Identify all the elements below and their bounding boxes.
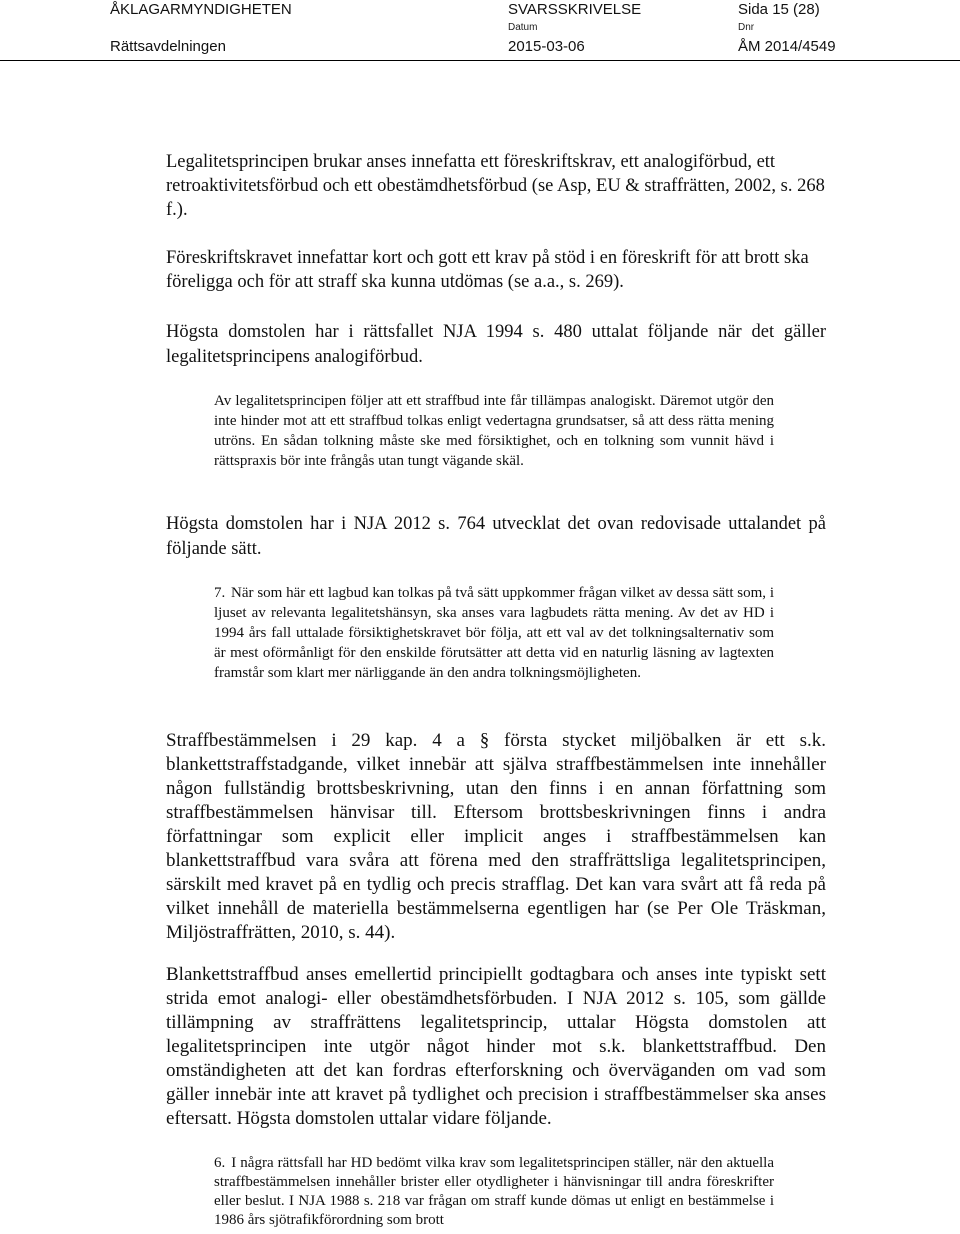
quote-3-number: 6. [214,1155,226,1171]
document-type: SVARSSKRIVELSE [508,1,642,18]
quote-2-number: 7. [214,585,226,601]
page-number: Sida 15 (28) [738,1,820,18]
quote-nja-2012-105 [214,1154,774,1230]
authority-name: ÅKLAGARMYNDIGHETEN [110,1,292,18]
paragraph-4: Högsta domstolen har i NJA 2012 s. 764 utvecklat det ovan redovisade uttalandet på följande sätt. [166,514,826,559]
department-name: Rättsavdelningen [110,38,226,55]
date-value: 2015-03-06 [508,38,585,55]
paragraph-1: Legalitetsprincipen brukar anses innefatta ett föreskriftskrav, ett analogiförbud, ett retroaktivitetsförbud och ett obestämdhetsförbud (se Asp, EU & straffrätten, 2002, s. 268 f.). [166,152,825,220]
paragraph-6: Blankettstraffbud anses emellertid principiellt godtagbara och anses inte typiskt sett strida emot analogi- eller obestämdhetsförbuden. I NJA 2012 s. 105, som gällde tillämpning av straffrättens legalitetsprincip, uttalar Högsta domstolen att legalitetsprincipen inte utgör något hinder mot s.k. blankettstraffbud. Den omständigheten att det kan fordras efterforskning och överväganden om vad som gäller innebär inte att kravet på tydlighet och precision i straffbestämmelser ska anses eftersatt. Högsta domstolen uttalar vidare följande. [166,964,826,1129]
header-rule [0,60,960,61]
date-label: Datum [508,22,538,33]
dnr-label: Dnr [738,22,755,33]
paragraph-2: Föreskriftskravet innefattar kort och gott ett krav på stöd i en föreskrift för att brott ska föreligga och för att straff ska kunna utdömas (se a.a., s. 269). [166,248,809,292]
quote-nja-2012-764 [214,583,774,683]
dnr-value: ÅM 2014/4549 [738,38,836,55]
paragraph-5: Straffbestämmelsen i 29 kap. 4 a § första stycket miljöbalken är ett s.k. blankettstraffstadgande, vilket innebär att själva straffbestämmelsen inte innehåller någon fullständig brottsbeskrivning, utan den finns i en annan författning som straffbestämmelsen hänvisar till. Eftersom brottsbeskrivningen finns i andra författningar som explicit eller implicit anges i straffbestämmelsen kan blankettstraffbud vara svåra att förena med den straffrättsliga legalitetsprincipen, särskilt med kravet på en tydlig och precis strafflag. Det kan vara svårt att få reda på vilket innehåll de materiella bestämmelserna egentligen har (se Per Ole Träskman, Miljöstraffrätten, 2010, s. 44). [166,730,826,943]
paragraph-3: Högsta domstolen har i rättsfallet NJA 1994 s. 480 uttalat följande när det gäller legalitetsprincipens analogiförbud. [166,322,826,367]
quote-nja-1994: Av legalitetsprincipen följer att ett straffbud inte får tillämpas analogiskt. Däremot utgör den inte hinder mot att ett straffbud tolkas enligt vedertagna grundsatser, så att dess rätta mening utröns. En sådan tolkning måste ske med försiktighet, och en tolkning som vunnit hävd i rättspraxis bör inte frångås utan tungt vägande skäl. [214,393,774,469]
quote-2-text: När som här ett lagbud kan tolkas på två sätt uppkommer frågan vilket av dessa sätt som, i ljuset av relevanta legalitetshänsyn, ska anses vara lagbudets rätta mening. Av det av HD i 1994 års fall uttalade försiktighetskravet bör följa, att ett val av det tolkningsalternativ som är mest oförmånligt för den enskilde förutsätter att detta vid en naturlig läsning av lagtexten framstår som klart mer närliggande än den andra tolkningsmöjligheten. [214,585,775,681]
quote-3-text: I några rättsfall har HD bedömt vilka krav som legalitetsprincipen ställer, när den aktuella straffbestämmelsen innehåller brister eller otydligheter i hänvisningar till andra föreskrifter eller beslut. I NJA 1988 s. 218 var frågan om straff kunde dömas ut enligt en bestämmelse i 1986 års sjötrafikförordning som brott [214,1155,775,1228]
